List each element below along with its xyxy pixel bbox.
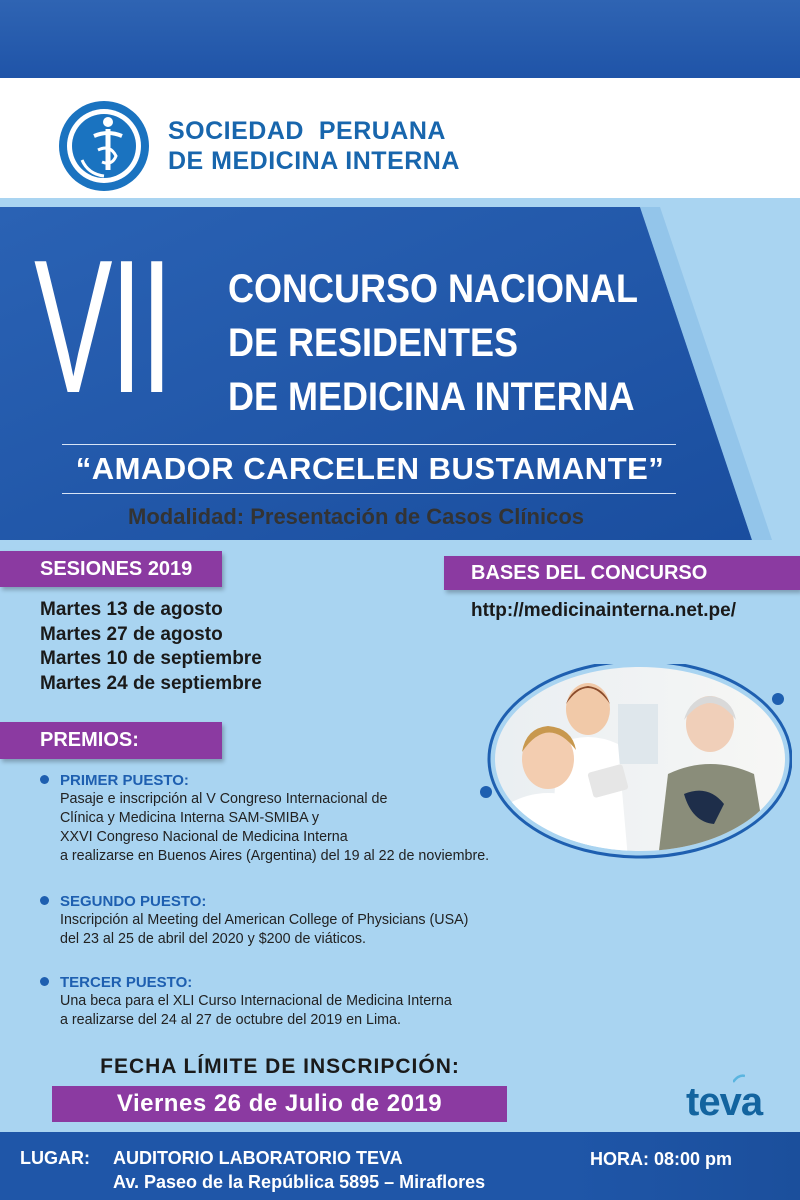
divider-bottom [62, 493, 676, 494]
session-date: Martes 27 de agosto [40, 623, 223, 645]
title-line2: DE RESIDENTES [228, 321, 519, 365]
teva-accent-icon [733, 1074, 745, 1084]
top-blue-bar [0, 0, 800, 78]
divider-top [62, 444, 676, 445]
venue-label: LUGAR: [20, 1148, 90, 1168]
second-prize [40, 892, 468, 949]
org-name-line2: DE MEDICINA INTERNA [168, 147, 460, 175]
prize-description [60, 992, 452, 1030]
deadline-label: FECHA LÍMITE DE INSCRIPCIÓN: [100, 1055, 460, 1078]
bases-url-link[interactable]: http://medicinainterna.net.pe/ [471, 600, 736, 621]
prize-title: TERCER PUESTO: [60, 974, 193, 991]
third-prize [40, 973, 452, 1030]
society-logo-icon [58, 100, 150, 192]
session-date: Martes 10 de septiembre [40, 648, 262, 669]
prizes-label: PREMIOS: [0, 722, 222, 759]
bullet-icon [40, 775, 49, 784]
deadline-date: Viernes 26 de Julio de 2019 [52, 1086, 507, 1122]
bases-label: BASES DEL CONCURSO [444, 556, 800, 590]
contest-title [228, 262, 638, 424]
venue-address: Av. Paseo de la República 5895 – Miraflores [113, 1172, 486, 1192]
bullet-icon [40, 896, 49, 905]
title-line3: DE MEDICINA INTERNA [228, 375, 635, 419]
prize-line: a realizarse en Buenos Aires (Argentina) del 19 al 22 de noviembre. [60, 848, 490, 864]
title-line1: CONCURSO NACIONAL [228, 267, 638, 311]
org-name-line1: SOCIEDAD PERUANA [168, 117, 446, 145]
event-time: HORA: 08:00 pm [590, 1149, 733, 1169]
honoree-name: “AMADOR CARCELEN BUSTAMANTE” [75, 451, 665, 486]
prize-line: Inscripción al Meeting del American College of Physicians (USA) [60, 912, 469, 928]
first-prize [40, 771, 489, 866]
edition-numeral: VII [34, 221, 171, 433]
venue-name: AUDITORIO LABORATORIO TEVA [113, 1148, 403, 1168]
session-date: Martes 24 de septiembre [40, 672, 262, 694]
session-date: Martes 13 de agosto [40, 599, 223, 620]
sessions-label: SESIONES 2019 [0, 551, 222, 587]
prize-line: del 23 al 25 de abril del 2020 y $200 de viáticos. [60, 931, 367, 947]
prize-line: Clínica y Medicina Interna SAM-SMIBA y [60, 810, 320, 826]
prize-line: Pasaje e inscripción al V Congreso Internacional de [60, 791, 388, 807]
sessions-list [40, 598, 262, 696]
prize-description [60, 911, 468, 949]
prize-line: a realizarse del 24 al 27 de octubre del 2019 en Lima. [60, 1012, 401, 1028]
teva-logo: teva [686, 1080, 763, 1124]
organization-name [168, 116, 460, 176]
prize-title: PRIMER PUESTO: [60, 772, 189, 789]
doctor-patient-photo [478, 664, 792, 859]
bullet-icon [40, 977, 49, 986]
prize-line: XXVI Congreso Nacional de Medicina Interna [60, 829, 348, 845]
modality-text: Modalidad: Presentación de Casos Clínicos [128, 504, 584, 529]
prize-line: Una beca para el XLI Curso Internacional de Medicina Interna [60, 993, 452, 1009]
prize-description [60, 790, 489, 866]
prize-title: SEGUNDO PUESTO: [60, 893, 207, 910]
